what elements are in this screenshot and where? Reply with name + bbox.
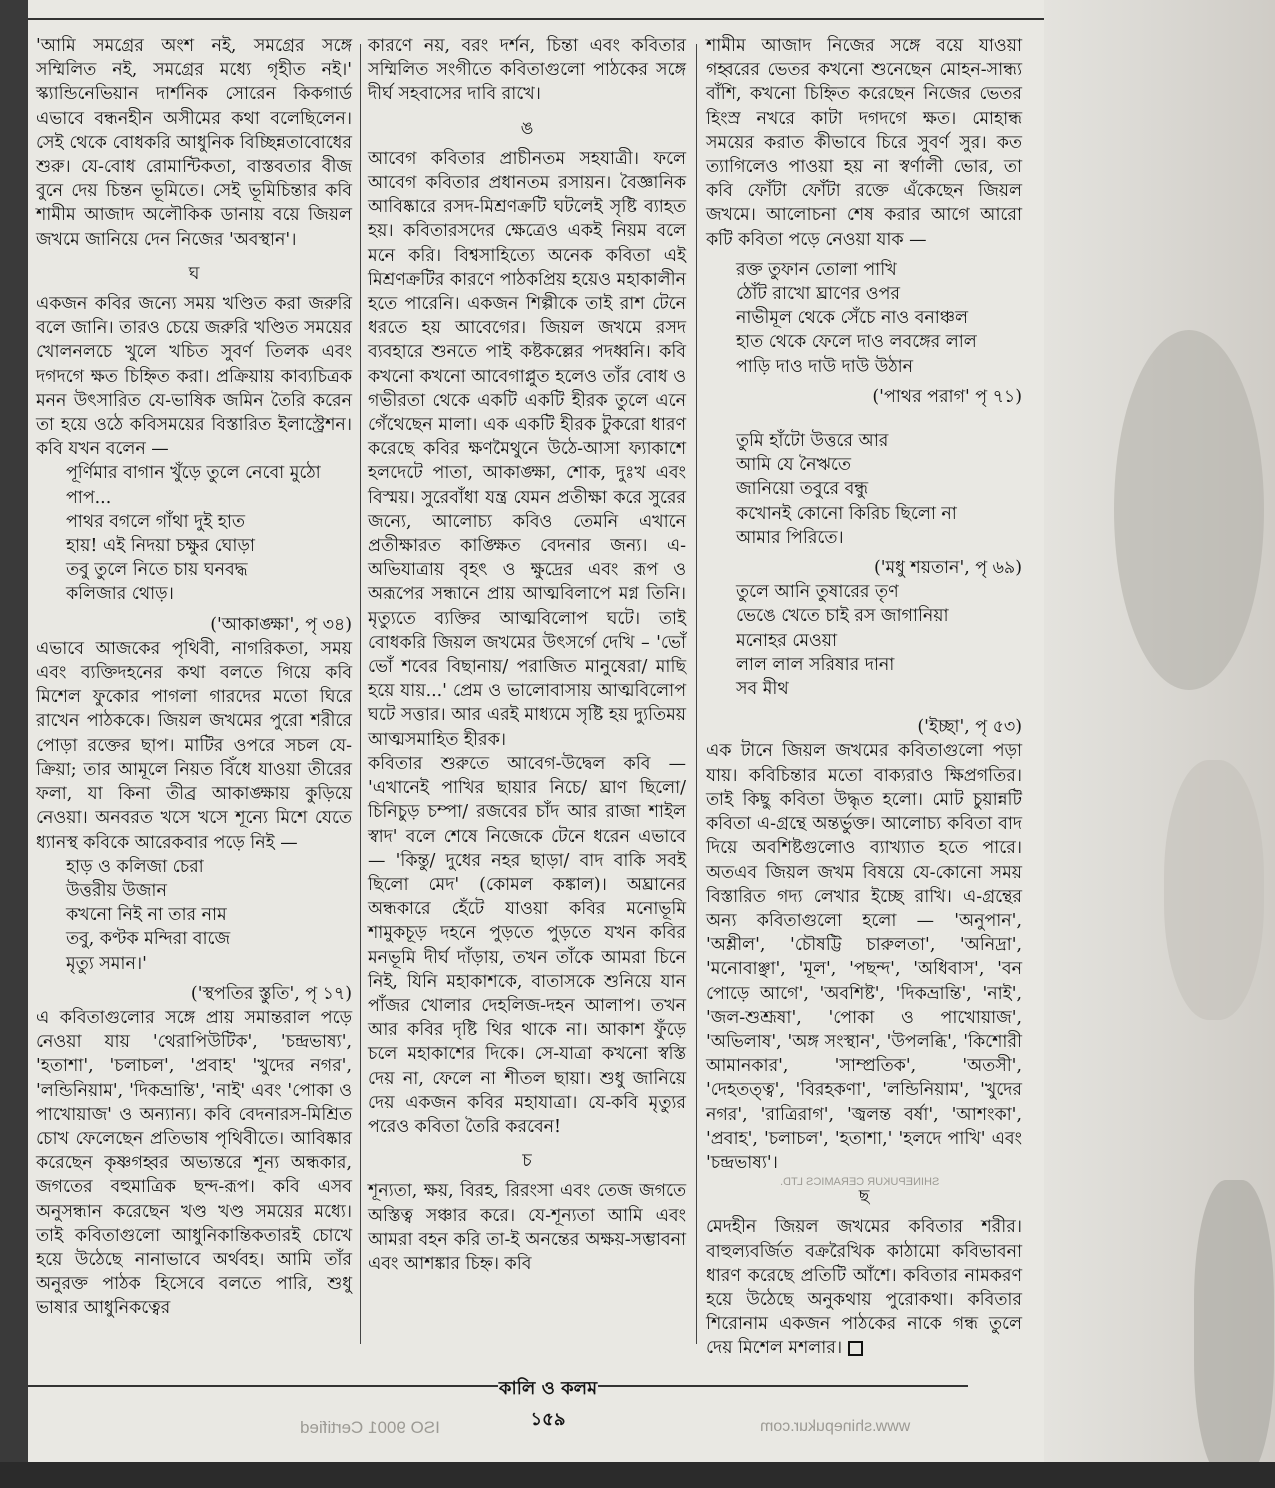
- footer-logo: কালি ও কলম: [498, 1378, 598, 1399]
- verse-line: কলিজার থোড়।: [66, 584, 174, 605]
- verse-quote: [736, 429, 1022, 550]
- footer-rule: [28, 1385, 498, 1387]
- paragraph: এক টানে জিয়ল জখমের কবিতাগুলো পড়া যায়। কবিচিন্তার মতো বাক্যরাও ক্ষিপ্রগতির। তাই কিছু কবিতা উদ্ধৃত হলো। মোট চুয়ান্নটি কবিতা এ-গ্রন্থে অন্তর্ভুক্ত। আলোচ্য কবিতা বাদ দিয়ে অবশিষ্টগুলোও ব্যাখ্যাত হতে পারে। অতএব জিয়ল জখম বিষয়ে যে-কোনো সময় বিস্তারিত গদ্য লেখার ইচ্ছে রাখি। এ-গ্রন্থের অন্য কবিতাগুলো হলো — 'অনুপান', 'অশ্লীল', 'চৌষট্টি চারুলতা', 'অনিদ্রা', 'মনোবাঞ্ছা', 'মূল', 'পছন্দ', 'অধিবাস', 'বন পোড়ে আগে', 'অবশিষ্ট', 'দিকভ্রান্তি', 'নাই', 'জল-শুশ্রূষা', 'পোকা ও পাখোয়াজ', 'অভিলাষ', 'অঙ্গ সংস্থান', 'উপলব্ধি', 'কিশোরী আমানকার', 'সাম্প্রতিক', 'অতসী', 'দেহতত্ত্ব', 'বিরহকণা', 'লন্ডিনিয়াম', 'খুদের নগর', 'রাত্রিরাগ', 'জ্বলন্ত বর্ষা', 'আশংকা', 'প্রবাহ', 'চলাচল', 'হতাশা,' 'হলদে পাখি' এবং 'চন্দ্রভাষ্য'।: [706, 741, 1022, 1173]
- verse-line: সব মীথ: [736, 679, 789, 700]
- verse-line: হাত থেকে ফেলে দাও লবঙ্গের লাল: [736, 332, 977, 353]
- bleed-text-company: SHINEPUKUR CERAMICS LTD.: [780, 1176, 940, 1188]
- bleed-through-shape: [1114, 330, 1264, 690]
- verse-quote: [66, 855, 352, 976]
- article-column-2: [368, 34, 686, 1276]
- verse-line: মনোহর মেওয়া: [736, 630, 838, 651]
- verse-line: উত্তরীয় উজান: [66, 880, 167, 901]
- bleed-text-iso: ISO 9001 Certified: [300, 1418, 440, 1437]
- verse-line: কখোনই কোনো কিরিচ ছিলো না: [736, 503, 957, 524]
- verse-line: রক্ত তুফান তোলা পাখি: [736, 259, 897, 280]
- scanner-border: [0, 1462, 1275, 1488]
- verse-line: নাভীমূল থেকে সেঁচে নাও বনাঞ্চল: [736, 308, 968, 329]
- paragraph: কবিতার শুরুতে আবেগ-উদ্বেল কবি — 'এখানেই পাখির ছায়ার নিচে/ ঘ্রাণ ছিলো/ চিনিচুড় চম্পা/ রজবের চাঁদ আর রাজা শাইল স্বাদ' বলে শেষে নিজেকে টেনে ধরেন এভাবে — 'কিন্তু/ দুধের নহর ছাড়া/ বাদ বাকি সবই ছিলো মেদ' (কোমল কঙ্কাল)। অঘ্রানের অন্ধকারে হেঁটে যাওয়া কবির মনোভূমি শামুকচূড় দহনে পুড়তে পুড়তে যখন কবির মনভূমি দীর্ঘ দাঁড়ায়, তখন তাঁকে আমরা চিনে নিই, যিনি মহাকাশকে, বাতাসকে শুনিয়ে যান পাঁজর খোলার দেহলিজ-দহন আলাপ। তখন আর কবির দৃষ্টি থির থাকে না। আকাশ ফুঁড়ে চলে মহাকাশের দিকে। সে-যাত্রা কখনো স্বস্তি দেয় না, ফেলে না শীতল ছায়া। শুধু জানিয়ে দেয় একজন কবির মহাযাত্রা। যে-কবি মৃত্যুর পরেও কবিতা তৈরি করবেন!: [368, 753, 686, 1137]
- verse-line: হায়! এই নিদয়া চক্ষুর ঘোড়া: [66, 536, 255, 557]
- page-number: ১৫৯: [530, 1409, 566, 1430]
- section-marker: ছ: [858, 1187, 870, 1208]
- paragraph: 'আমি সমগ্রের অংশ নই, সমগ্রের সঙ্গে সম্মিলিত নই, সমগ্রের মধ্যে গৃহীত নই।' স্ক্যান্ডিনেভিয়ান দার্শনিক সোরেন কিকগার্ড এভাবে বন্ধনহীন অসীমের কথা বলেছিলেন। সেই থেকে বোধকরি আধুনিক বিচ্ছিন্নতাবোধের শুরু। যে-বোধ রোমান্টিকতা, বাস্তবতার বীজ বুনে দেয় চিন্তন ভূমিতে। সেই ভূমিচিন্তার কবি শামীম আজাদ অলৌকিক ডানায় বয়ে জিয়ল জখমে জানিয়ে দেন নিজের 'অবস্থান'।: [36, 36, 352, 250]
- closing-paragraph-text: মেদহীন জিয়ল জখমের কবিতার শরীর। বাহুল্যবর্জিত বক্ররৈখিক কাঠামো কবিভাবনা ধারণ করেছে প্রতিটি আঁশে। কবিতার নামকরণ হয়ে উঠেছে অনুকথায় পুরোকথা। কবিতার শিরোনাম একজন পাঠকের নাকে গন্ধ তুলে দেয় মিশেল মশলার।: [706, 1217, 1022, 1359]
- verse-line: কখনো নিই না তার নাম: [66, 905, 227, 926]
- verse-source: ('স্থপতির স্তুতি', পৃ ১৭): [190, 983, 352, 1004]
- verse-line: লাল লাল সরিষার দানা: [736, 654, 895, 675]
- section-marker: ঙ: [520, 118, 534, 139]
- verse-source: ('ইচ্ছা', পৃ ৫৩): [917, 717, 1022, 738]
- verse-quote: [736, 258, 1022, 379]
- verse-line: ভেঙে খেতে চাই রস জাগানিয়া: [736, 606, 949, 627]
- verse-line: মৃত্যু সমান।': [66, 953, 147, 974]
- paragraph: আবেগ কবিতার প্রাচীনতম সহযাত্রী। ফলে আবেগ কবিতার প্রধানতম রসায়ন। বৈজ্ঞানিক আবিষ্কারে রসদ-মিশ্রণক্রটি ঘটলেই সৃষ্টি ব্যাহত হয়। কবিতারসদের ক্ষেত্রেও একই নিয়ম বলে মনে করি। বিশ্বসাহিত্যে অনেক কবিতা এই মিশ্রণক্রটির কারণে পাঠকপ্রিয় হয়েও মহাকালীন হতে পারেনি। একজন শিল্পীকে তাই রাশ টেনে ধরতে হয় আবেগের। জিয়ল জখমে রসদ ব্যবহারে শুনতে পাই কষ্টকল্লের পদধ্বনি। কবি কখনো কখনো আবেগাপ্লুত হলেও তাঁর বোধ ও গভীরতা থেকে একটি একটি হীরক তুলে এনে গেঁথেছেন মালা। এক একটি হীরক টুকরো ধারণ করেছে কবির ক্ষণমৈথুনে উঠে-আসা ফ্যাকাশে হলদেটে পাতা, আকাঙ্ক্ষা, শোক, দুঃখ এবং বিস্ময়। সুরেবাঁধা যন্ত্র যেমন প্রতীক্ষা করে সুরের জন্যে, আলোচ্য কবিও তেমনি এখানে প্রতীক্ষারত কাঙ্ক্ষিত বেদনার জন্য। এ-অভিযাত্রায় বৃহৎ ও ক্ষুদ্রের এবং রূপ ও অরূপের সন্ধানে প্রায় আত্মবিলাপে মগ্ন তিনি। মৃত্যুতে ব্যক্তির আত্মবিলোপ ঘটে। তাই বোধকরি জিয়ল জখমের উৎসর্গে দেখি – 'ভোঁ ভোঁ শবের বিছানায়/ পরাজিত মানুষেরা/ মাছি হয়ে যায়...' প্রেম ও ভালোবাসায় আত্মবিলোপ ঘটে সত্তার। আর এরই মাধ্যমে সৃষ্টি হয় দ্যুতিময় আত্মসমাহিত হীরক।: [368, 148, 686, 750]
- verse-line: আমার পিরিতে।: [736, 527, 844, 548]
- verse-line: তবু তুলে নিতে চায় ঘনবদ্ধ: [66, 560, 248, 581]
- bleed-text-url: www.shinepukur.com: [760, 1418, 911, 1435]
- paragraph: এ কবিতাগুলোর সঙ্গে প্রায় সমান্তরাল পড়ে নেওয়া যায় 'থেরাপিউটিক', 'চন্দ্রভাষ্য', 'হতাশা', 'চলাচল', 'প্রবাহ' 'খুদের নগর', 'লন্ডিনিয়াম', 'দিকভ্রান্তি', 'নাই' এবং 'পোকা ও পাখোয়াজ' ও অন্যান্য। কবি বেদনারস-মিশ্রিত চোখ ফেলেছেন প্রতিভাষ পৃথিবীতে। আবিষ্কার করেছেন কৃষ্ণগহ্বর অভ্যন্তরে শূন্য অন্ধকার, জগতের বহুমাত্রিক ছন্দ-রূপ। কবি এসব অনুসন্ধান করেছেন খণ্ড খণ্ড সময়ের মধ্যে। তাই কবিতাগুলো আধুনিকান্তিকতারই চোখে হয়ে উঠেছে নানাভাবে অর্থবহ। আমি তাঁর অনুরক্ত পাঠক হিসেবে বলতে পারি, শুধু ভাষার আধুনিকত্বের: [36, 1007, 352, 1319]
- verse-line: জানিয়ো তবুরে বন্ধু: [736, 479, 869, 500]
- verse-source: ('মধু শয়তান', পৃ ৬৯): [873, 558, 1022, 579]
- top-rule: [28, 18, 1044, 20]
- paragraph: একজন কবির জন্যে সময় খণ্ডিত করা জরুরি বলে জানি। তারও চেয়ে জরুরি খণ্ডিত সময়ের খোলনলচে খুলে খচিত সুবর্ণ তিলক এবং দগদগে ক্ষত চিহ্নিত করা। প্রক্রিয়ায় কাব্যচিত্রক মনন উৎসারিত যে-ভাষিক জমিন তৈরি করেন তা হয়ে ওঠে কবিসময়ের বিস্তারিত ইলাস্ট্রেশন। কবি যখন বলেন —: [36, 294, 352, 460]
- paragraph: শামীম আজাদ নিজের সঙ্গে বয়ে যাওয়া গহ্বরের ভেতর কখনো শুনেছেন মোহন-সান্ধ্য বাঁশি, কখনো চিহ্নিত করেছেন নিজের ভেতর হিংস্র নখরে কাটা দগদগে ক্ষত। মোহান্ধ সময়ের করাত কীভাবে চিরে সুবর্ণ সুর। কত ত্যাগিলেও পাওয়া হয় না স্বর্ণালী ভোর, তা কবি ফোঁটা ফোঁটা রক্তে এঁকেছেন জিয়ল জখমে। আলোচনা শেষ করার আগে আরো কটি কবিতা পড়ে নেওয়া যাক —: [706, 36, 1022, 250]
- section-marker: চ: [522, 1151, 532, 1172]
- verse-line: হাড় ও কলিজা চেরা: [66, 856, 204, 877]
- verse-line: তবু, কণ্টক মন্দিরা বাজে: [66, 929, 231, 950]
- article-column-1: [36, 34, 352, 1321]
- verse-quote: [66, 461, 352, 606]
- adjacent-page-edge: [1044, 0, 1275, 1488]
- verse-quote: [736, 580, 1022, 701]
- verse-line: তুলে আনি তুষারের তৃণ: [736, 582, 899, 603]
- paragraph: শূন্যতা, ক্ষয়, বিরহ, রিরংসা এবং তেজ জগতে অস্তিত্ব সঞ্চার করে। যে-শূন্যতা আমি এবং আমরা বহন করি তা-ই অনন্তের অক্ষয়-সম্ভাবনা এবং আশঙ্কার চিহ্ন। কবি: [368, 1181, 686, 1274]
- section-marker: ঘ: [188, 263, 200, 284]
- bleed-through-shape: [1164, 760, 1264, 1020]
- end-mark-icon: [848, 1341, 863, 1356]
- verse-line: পাড়ি দাও দাউ দাউ উঠান: [736, 356, 914, 377]
- verse-line: পাথর বগলে গাঁথা দুই হাত: [66, 511, 245, 532]
- column-divider: [696, 44, 697, 1344]
- verse-source: ('পাথর পরাগ' পৃ ৭১): [872, 386, 1022, 407]
- bleed-through-shape: [1194, 1180, 1274, 1480]
- article-column-3: [706, 34, 1022, 1361]
- verse-line: পূর্ণিমার বাগান খুঁড়ে তুলে নেবো মুঠো পাপ...: [66, 463, 321, 508]
- paragraph: [706, 1215, 1022, 1360]
- footer-rule: [598, 1385, 968, 1387]
- verse-line: তুমি হাঁটো উত্তরে আর: [736, 431, 889, 452]
- verse-line: আমি যে নৈঋতে: [736, 455, 851, 476]
- footer-folio: [498, 1374, 598, 1436]
- verse-line: ঠোঁট রাখো ঘ্রাণের ওপর: [736, 284, 900, 305]
- paragraph: কারণে নয়, বরং দর্শন, চিন্তা এবং কবিতার সম্মিলিত সংগীতে কবিতাগুলো পাঠকের সঙ্গে দীর্ঘ সহবাসের দাবি রাখে।: [368, 36, 686, 105]
- paragraph: এভাবে আজকের পৃথিবী, নাগরিকতা, সময় এবং ব্যক্তিদহনের কথা বলতে গিয়ে কবি মিশেল ফুকোর পাগলা গারদের মতো ঘিরে রাখেন পাঠককে। জিয়ল জখমের পুরো শরীরে পোড়া রক্তের ছাপ। মাটির ওপরে সচল যে-ক্রিয়া; তার আমূলে নিয়ত বিঁধে যাওয়া তীরের ফলা, যা কিনা তীব্র আকাঙ্ক্ষায় কুড়িয়ে নেওয়া। অনবরত খসে খসে শূন্যে মিশে যেতে ধ্যানস্থ কবিকে আরেকবার পড়ে নিই —: [36, 638, 352, 853]
- column-divider: [360, 44, 361, 1344]
- verse-source: ('আকাঙ্ক্ষা', পৃ ৩৪): [210, 614, 352, 635]
